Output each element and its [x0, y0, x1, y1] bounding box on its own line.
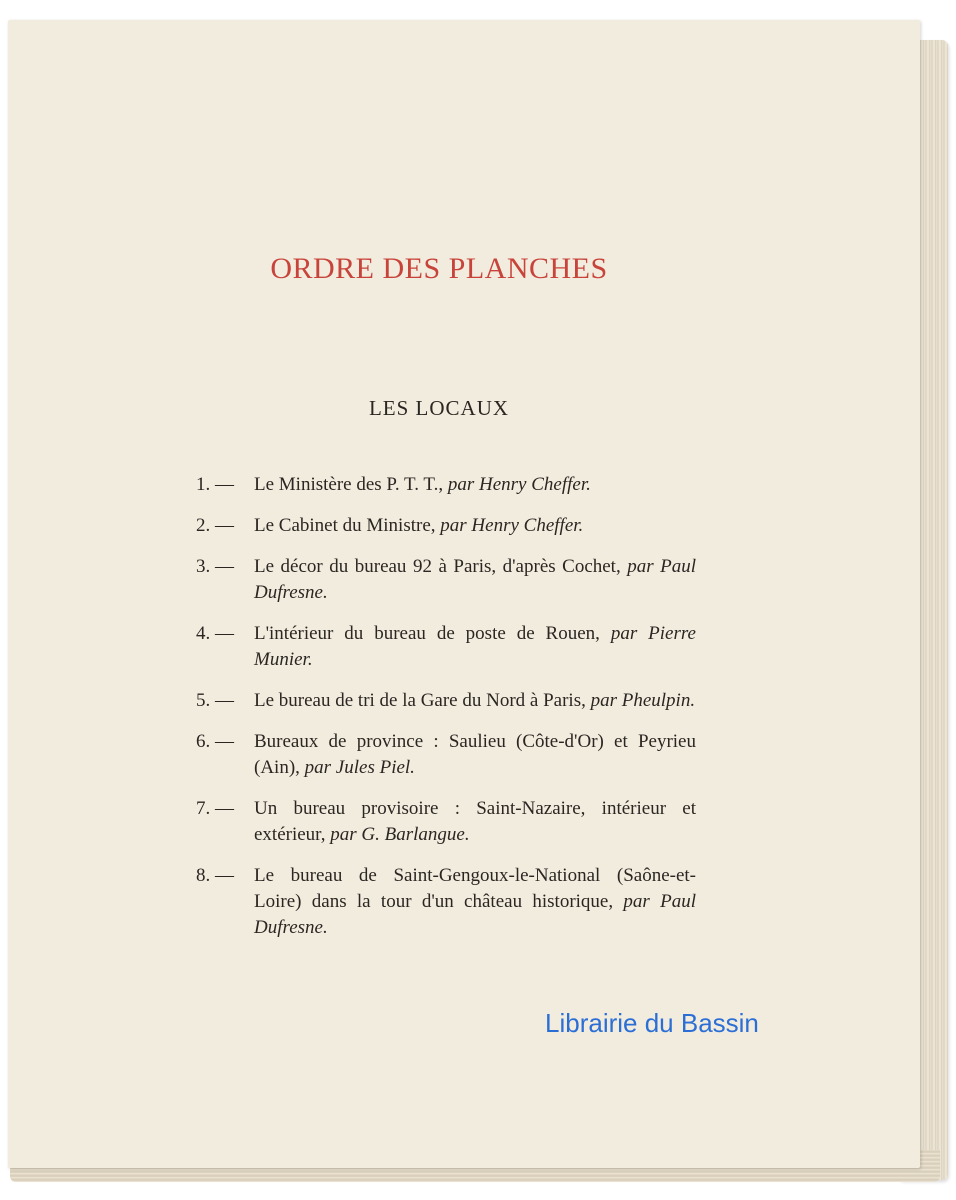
item-text [254, 863, 696, 941]
item-text [254, 796, 696, 848]
item-text [254, 513, 696, 539]
list-item [196, 621, 696, 673]
list-item [196, 688, 696, 714]
page-title: ORDRE DES PLANCHES [270, 252, 608, 285]
item-number: 7. — [196, 798, 234, 819]
item-number: 1. — [196, 474, 234, 495]
item-artist: par Paul Dufresne. [254, 891, 697, 938]
item-number: 5. — [196, 690, 234, 711]
item-number: 3. — [196, 556, 234, 577]
item-artist: par G. Barlangue. [330, 824, 470, 845]
item-title: Le Ministère des P. T. T., [254, 474, 448, 495]
item-artist: par Pheulpin. [590, 690, 696, 711]
item-title: Le bureau de Saint-Gengoux-le-National (Saône-et-Loire) dans la tour d'un château historique, [254, 865, 696, 912]
item-text [254, 688, 696, 714]
item-title: Bureaux de province : Saulieu (Côte-d'Or) et Peyrieu (Ain), [254, 731, 696, 778]
list-item [196, 729, 696, 781]
item-number: 6. — [196, 731, 234, 752]
list-item [196, 863, 696, 941]
list-item [196, 796, 696, 848]
item-text [254, 472, 696, 498]
item-artist: par Jules Piel. [304, 757, 415, 778]
item-title: Le bureau de tri de la Gare du Nord à Paris, [254, 690, 591, 711]
watermark-text: Librairie du Bassin [545, 1008, 759, 1038]
item-title: Le Cabinet du Ministre, [254, 515, 441, 536]
item-number: 8. — [196, 865, 234, 886]
item-artist: par Henry Cheffer. [440, 515, 584, 536]
book-page [8, 20, 920, 1168]
item-title: Le décor du bureau 92 à Paris, d'après Cochet, [254, 556, 628, 577]
list-item [196, 472, 696, 498]
list-item [196, 513, 696, 539]
list-item [196, 554, 696, 606]
item-title: L'intérieur du bureau de poste de Rouen, [254, 623, 611, 644]
item-text [254, 554, 696, 606]
item-number: 4. — [196, 623, 234, 644]
plates-list [196, 472, 696, 956]
item-artist: par Pierre Munier. [254, 623, 696, 670]
item-number: 2. — [196, 515, 234, 536]
item-artist: par Paul Dufresne. [254, 556, 697, 603]
section-title: LES LOCAUX [368, 396, 510, 420]
item-title: Un bureau provisoire : Saint-Nazaire, intérieur et extérieur, [254, 798, 696, 845]
item-artist: par Henry Cheffer. [447, 474, 591, 495]
item-text [254, 729, 696, 781]
item-text [254, 621, 696, 673]
